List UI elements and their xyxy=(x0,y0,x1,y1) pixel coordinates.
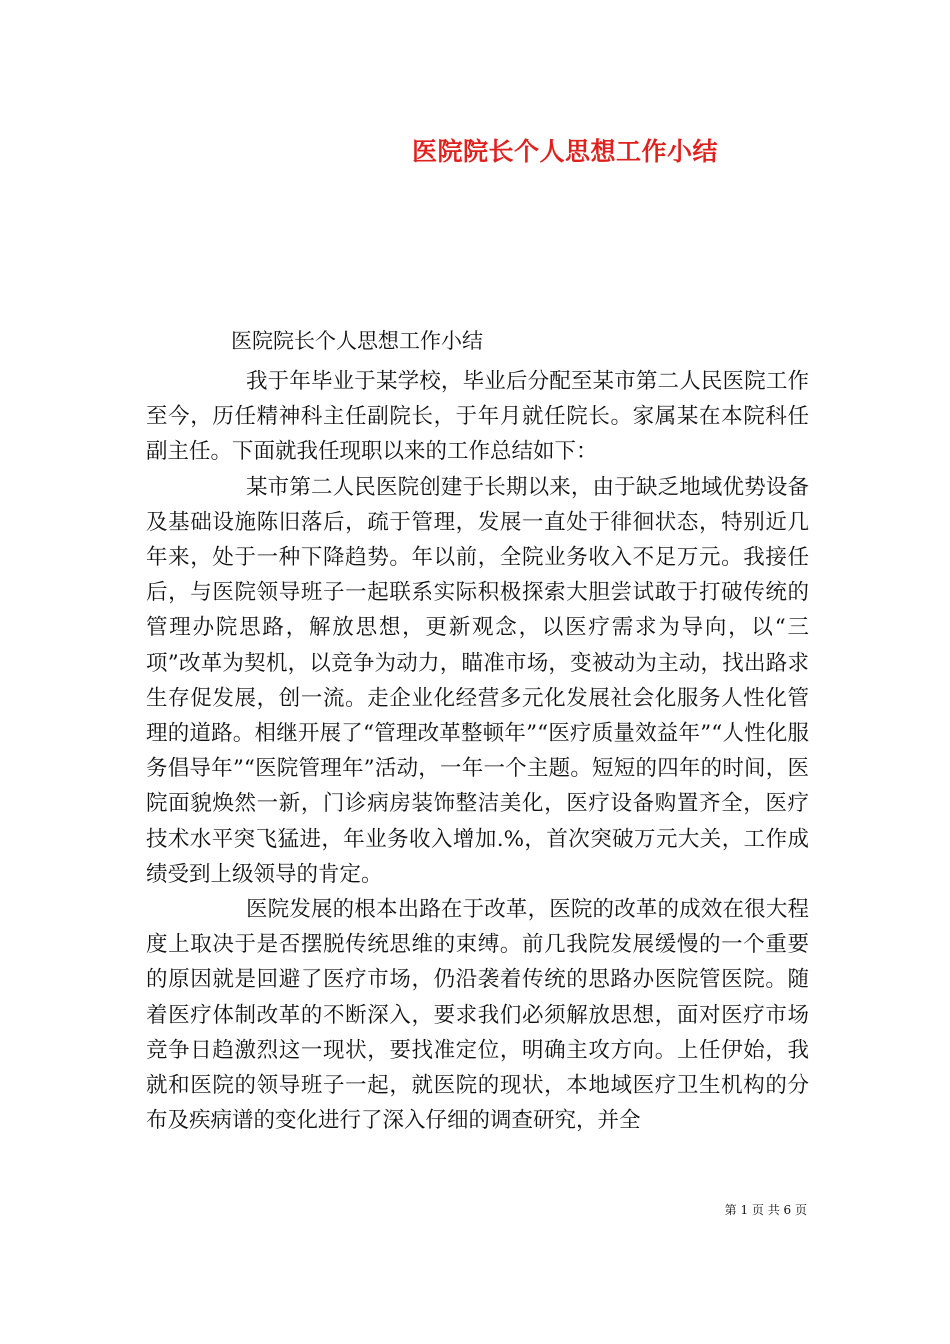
paragraph-2: 某市第二人民医院创建于长期以来，由于缺乏地域优势设备及基础设施陈旧落后，疏于管理，发展一直处于徘徊状态，特别近几年来，处于一种下降趋势。年以前，全院业务收入不足万元。我接任后，与医院领导班子一起联系实际积极探索大胆尝试敢于打破传统的管理办院思路，解放思想，更新观念，以医疗需求为导向，以“三项”改革为契机，以竞争为动力，瞄准市场，变被动为主动，找出路求生存促发展，创一流。走企业化经营多元化发展社会化服务人性化管理的道路。相继开展了“管理改革整顿年”“医疗质量效益年”“人性化服务倡导年”“医院管理年”活动，一年一个主题。短短的四年的时间，医院面貌焕然一新，门诊病房装饰整洁美化，医疗设备购置齐全，医疗技术水平突飞猛进，年业务收入增加.%，首次突破万元大关，工作成绩受到上级领导的肯定。 xyxy=(146,474,809,887)
document-body xyxy=(146,364,809,1138)
document-title: 医院院长个人思想工作小结 xyxy=(412,137,719,166)
page-number-footer: 第 1 页 共 6 页 xyxy=(724,1203,807,1217)
paragraph-1: 我于年毕业于某学校，毕业后分配至某市第二人民医院工作至今，历任精神科主任副院长，于年月就任院长。家属某在本院科任副主任。下面就我任现职以来的工作总结如下： xyxy=(146,369,809,465)
document-subtitle: 医院院长个人思想工作小结 xyxy=(231,329,483,353)
paragraph-3: 医院发展的根本出路在于改革，医院的改革的成效在很大程度上取决于是否摆脱传统思维的束缚。前几我院发展缓慢的一个重要的原因就是回避了医疗市场，仍沿袭着传统的思路办医院管医院。随着医疗体制改革的不断深入，要求我们必须解放思想，面对医疗市场竞争日趋激烈这一现状，要找准定位，明确主攻方向。上任伊始，我就和医院的领导班子一起，就医院的现状，本地域医疗卫生机构的分布及疾病谱的变化进行了深入仔细的调查研究，并全 xyxy=(146,897,809,1134)
